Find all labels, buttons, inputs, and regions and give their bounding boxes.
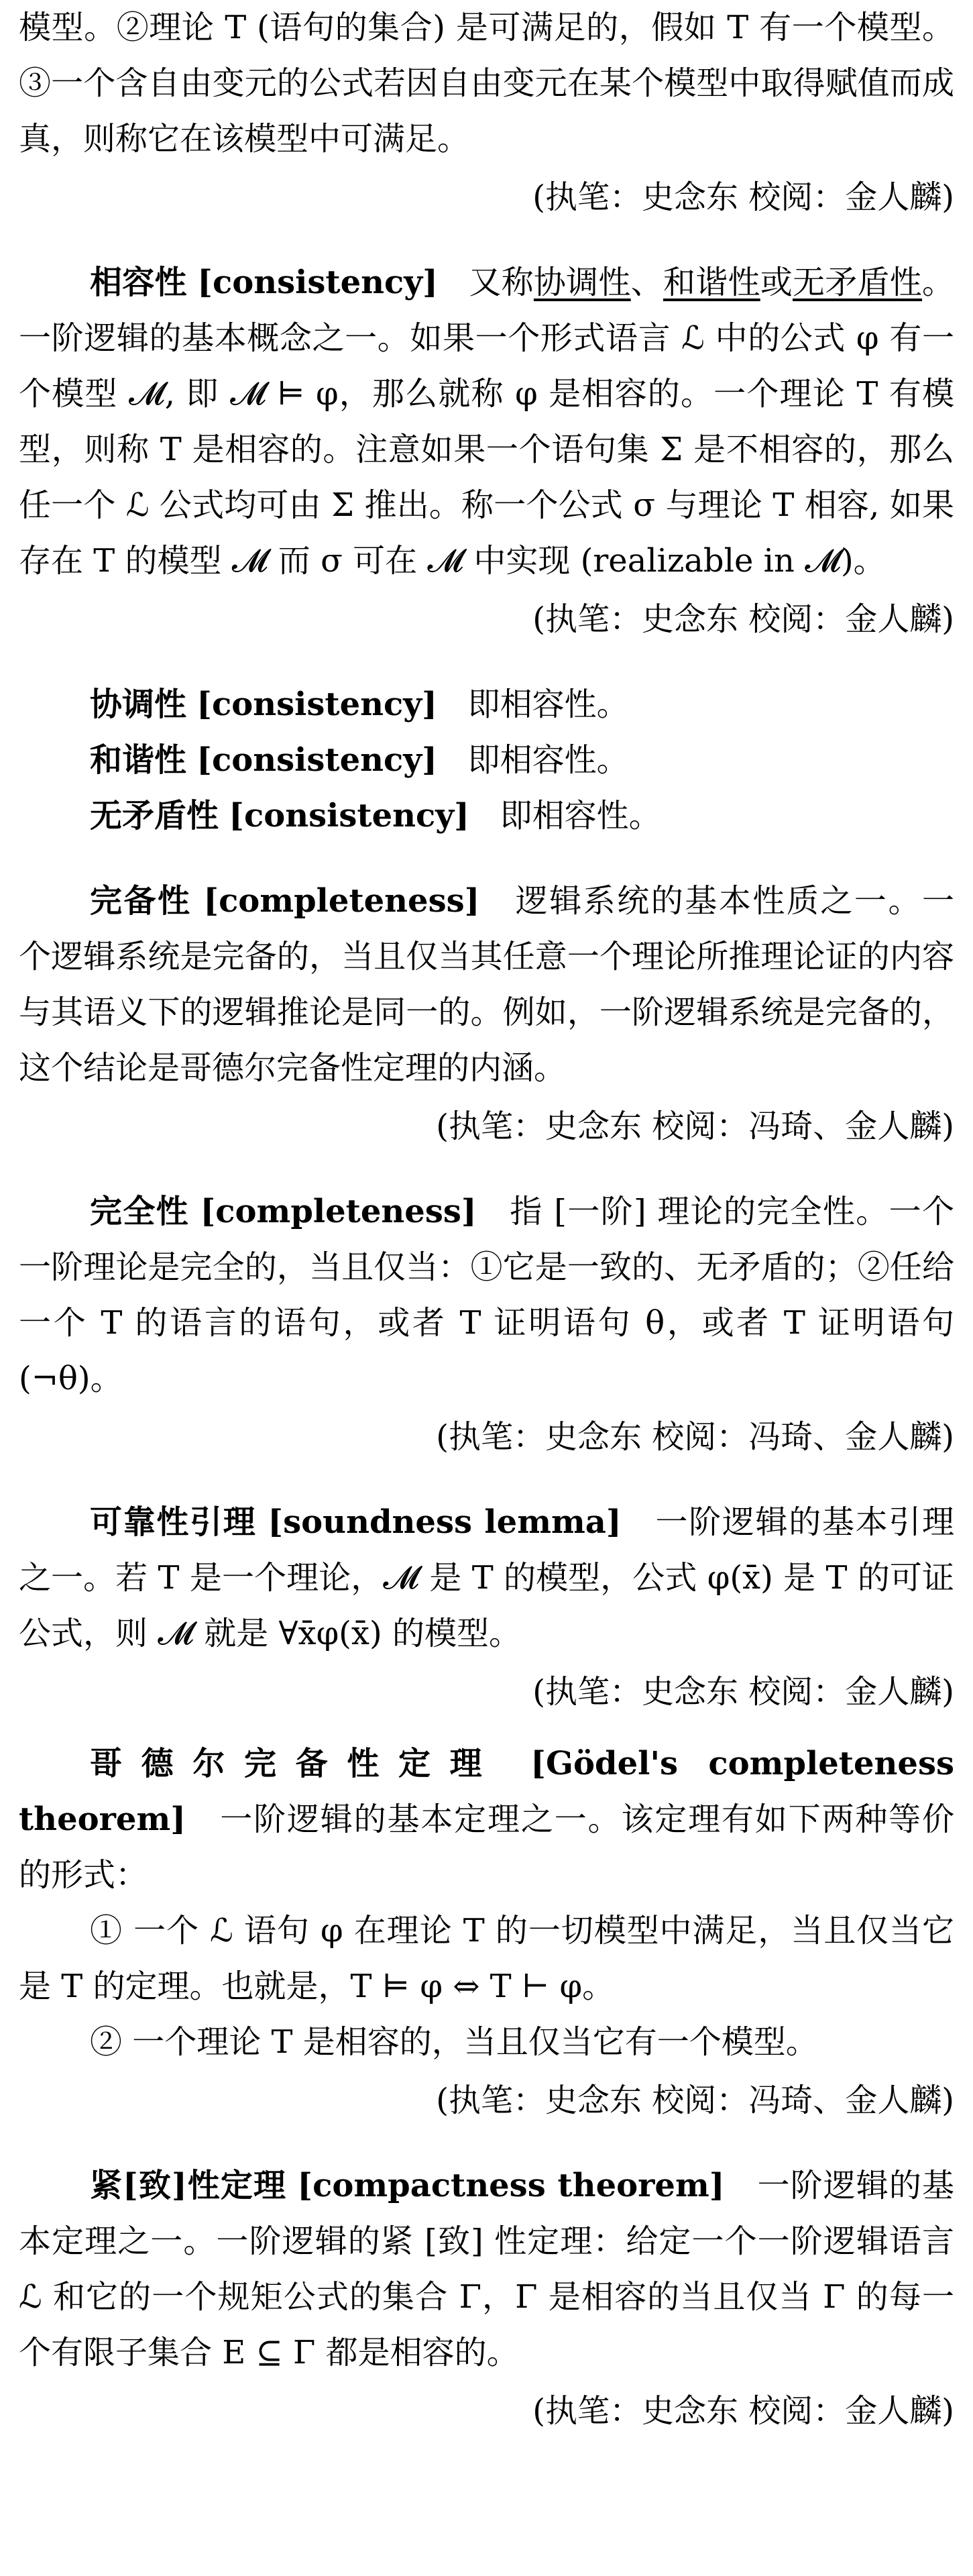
entry-term: 无矛盾性 (90, 797, 219, 835)
theorem-form-2: ② 一个理论 T 是相容的，当且仅当它有一个模型。 (90, 2023, 818, 2061)
entry-term: 和谐性 (90, 741, 187, 779)
entry-text: 一阶逻辑的基本定理之一。一阶逻辑的紧 [致] 性定理：给定一个一阶逻辑语言 ℒ 和它的一个规矩公式的集合 Γ，Γ 是相容的当且仅当 Γ 的每一个有限子集合 E ⊆ Γ 都是相容的。 (19, 2167, 954, 2371)
entry-term: 相容性 (90, 264, 187, 301)
entry-consistency (19, 255, 954, 647)
entry-english-term: [Gödel's completeness theorem] (19, 1745, 954, 1838)
entry-text: 即相容性。 (467, 741, 629, 779)
entry-lead: 又称 (469, 264, 534, 301)
entry-signature: (执笔：史念东 校阅：冯琦、金人麟) (436, 1418, 954, 1456)
entry-text: 。一阶逻辑的基本概念之一。如果一个形式语言 ℒ 中的公式 φ 有一个模型 𝓜, 即 𝓜 ⊨ φ，那么就称 φ 是相容的。一个理论 T 有模型，则称 T 是相容的。注意如果一个语句集 Σ 是不相容的，那么任一个 ℒ 公式均可由 Σ 推出。称一个公式 σ 与理论 T 相容, 如果存在 T 的模型 𝓜 而 σ 可在 𝓜 中实现 (realizable in 𝓜)。 (19, 264, 954, 580)
entry-xref (19, 677, 954, 733)
entry-body (19, 1495, 954, 1662)
entry-xref (19, 733, 954, 788)
entry-signature: (执笔：史念东 校阅：冯琦、金人麟) (436, 2082, 954, 2119)
cross-ref-link[interactable]: 和谐性 (663, 264, 760, 301)
entry-term: 协调性 (90, 686, 187, 723)
dictionary-page (19, 0, 954, 2439)
entry-english-term: [completeness] (200, 1193, 477, 1230)
entry-soundness-lemma (19, 1495, 954, 1720)
entry-english-term: [compactness theorem] (297, 2167, 725, 2204)
entry-body: 模型。②理论 T (语句的集合) 是可满足的，假如 T 有一个模型。③一个含自由变元的公式若因自由变元在某个模型中取得赋值而成真，则称它在该模型中可满足。 (19, 9, 954, 158)
entry-english-term: [completeness] (203, 882, 480, 920)
entry-english-term: [consistency] (196, 686, 437, 723)
entry-completeness-theory (19, 1184, 954, 1465)
entry-text: 一阶逻辑的基本引理之一。若 T 是一个理论，𝓜 是 T 的模型，公式 φ(x̄) 是 T 的可证公式，则 𝓜 就是 ∀x̄φ(x̄) 的模型。 (19, 1503, 954, 1652)
entry-term: 可靠性引理 (90, 1503, 257, 1541)
entry-synonyms (19, 677, 954, 844)
entry-signature: (执笔：史念东 校阅：金人麟) (532, 178, 954, 216)
entry-text: 一阶逻辑的基本定理之一。该定理有如下两种等价的形式： (19, 1801, 954, 1894)
entry-english-term: [consistency] (196, 741, 437, 779)
cross-ref-link[interactable]: 协调性 (533, 264, 631, 301)
entry-text: 逻辑系统的基本性质之一。一个逻辑系统是完备的，当且仅当其任意一个理论所推理论证的内容与其语义下的逻辑推论是同一的。例如，一阶逻辑系统是完备的，这个结论是哥德尔完备性定理的内涵。 (19, 882, 954, 1087)
entry-continuation (19, 0, 954, 225)
entry-signature: (执笔：史念东 校阅：金人麟) (532, 1673, 954, 1711)
entry-english-term: [consistency] (197, 264, 438, 301)
cross-ref-link[interactable]: 无矛盾性 (792, 264, 922, 301)
entry-english-term: [soundness lemma] (268, 1503, 622, 1541)
entry-body (19, 1184, 954, 1407)
entry-text: 即相容性。 (467, 686, 629, 723)
entry-compactness (19, 2158, 954, 2439)
entry-text: 指 [一阶] 理论的完全性。一个一阶理论是完全的，当且仅当：①它是一致的、无矛盾的；②任给一个 T 的语言的语句，或者 T 证明语句 θ，或者 T 证明语句 (¬θ)。 (19, 1193, 954, 1397)
separator: 、 (630, 264, 663, 301)
entry-english-term: [consistency] (229, 797, 469, 835)
entry-body (19, 1736, 954, 1903)
entry-text: 即相容性。 (500, 797, 661, 835)
entry-xref (19, 788, 954, 844)
entry-signature: (执笔：史念东 校阅：金人麟) (532, 600, 954, 638)
theorem-form-1: ① 一个 ℒ 语句 φ 在理论 T 的一切模型中满足，当且仅当它是 T 的定理。也就是，T ⊨ φ ⇔ T ⊢ φ。 (19, 1912, 954, 2005)
entry-godel-completeness (19, 1736, 954, 2129)
entry-signature: (执笔：史念东 校阅：冯琦、金人麟) (436, 1108, 954, 1145)
entry-term: 紧[致]性定理 (90, 2167, 287, 2204)
entry-completeness (19, 873, 954, 1155)
entry-term: 完备性 (90, 882, 192, 920)
separator: 或 (760, 264, 793, 301)
entry-body (19, 2158, 954, 2381)
entry-body (19, 255, 954, 589)
entry-signature: (执笔：史念东 校阅：金人麟) (532, 2392, 954, 2430)
entry-term: 哥德尔完备性定理 (90, 1745, 502, 1782)
entry-term: 完全性 (90, 1193, 189, 1230)
entry-body (19, 873, 954, 1096)
